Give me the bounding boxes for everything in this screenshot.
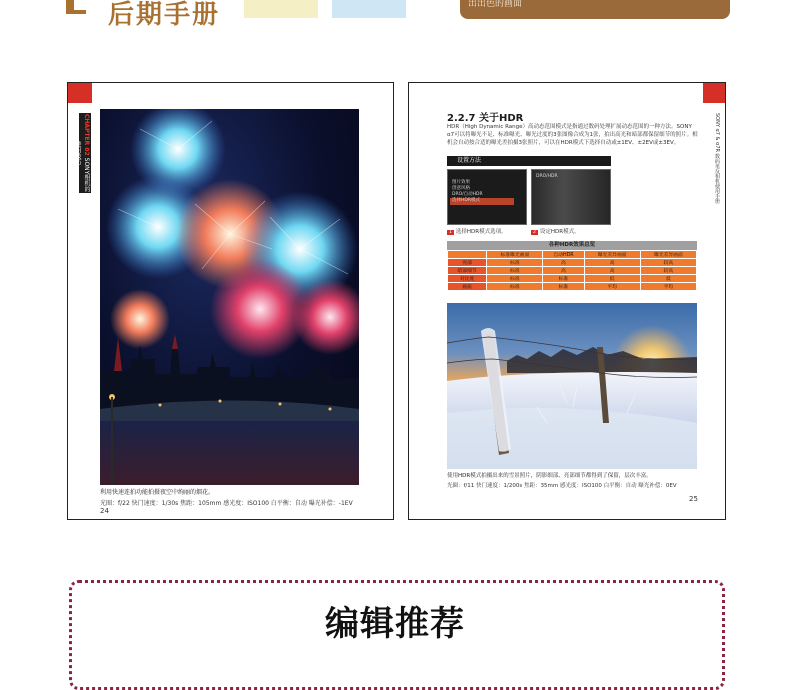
right-caption-text: 使用HDR模式拍摄出来的雪景照片，阴影细部、亮部细节都得到了保留，层次丰富。 [447,473,652,479]
fireworks-photo [100,109,359,485]
table-cell: 暗部细节 [448,267,487,275]
menu-text [452,180,483,204]
table-cell: 低 [640,275,696,283]
left-page [67,82,394,520]
page-corner-tab [703,83,725,103]
table-cell: 标准 [543,275,584,283]
right-shooting-params: 光圈：f/11 快门速度：1/200s 焦距：35mm 感光度：ISO100 白平衡：自动 曝光补偿：0EV [447,483,677,489]
step-note-2-text: 设定HDR模式。 [539,229,580,235]
table-cell: 标准 [543,283,584,291]
table-row [448,275,697,283]
banner-swatch-blue [332,0,406,18]
hdr-table [447,241,697,291]
table-cell: 亮部 [448,259,487,267]
menu-screen-1 [447,169,527,225]
page-corner-tab [68,83,92,103]
banner-badge: 出出色的画面 [460,0,730,19]
table-cell: 标准 [487,267,543,275]
menu-screen-2 [531,169,611,225]
left-shooting-params: 光圈：f/22 快门速度：1/30s 焦距：105mm 感光度：ISO100 白平衡：自动 曝光补偿：-1EV [100,500,353,507]
title-marker-bar [66,10,86,14]
chapter-side-label [74,113,91,193]
banner-swatch-yellow [244,0,318,18]
right-side-label: SONY α7 & α7R 数码单反相机使用手册 [714,113,720,204]
table-row [448,283,697,291]
snow-illustration [447,303,697,469]
snow-landscape-photo [447,303,697,469]
menu-line: 选择HDR模式 [452,198,480,203]
table-cell: 平均 [640,283,696,291]
table-row [448,259,697,267]
table-header-cell: 标准曝光画面 [487,251,543,259]
table-cell: 高 [543,259,584,267]
step-note-2 [531,227,580,235]
table-cell: 标准 [487,259,543,267]
table-cell: 低 [584,275,640,283]
steps-label: 设置方法 [457,157,482,164]
hdr-table-title: 各种HDR效果总览 [447,241,697,250]
table-cell: 较高 [640,267,696,275]
fireworks-illustration [100,109,359,485]
table-header-cell: 曝光差异画面 [640,251,696,259]
chapter-number: CHAPTER 02 [83,113,90,156]
menu-line: DRO/自动HDR [452,192,483,197]
page-number-left: 24 [100,507,109,515]
menu-line: 创意风格 [452,186,470,191]
table-header-cell: 自动HDR [543,251,584,259]
step-tag-icon: 2 [533,230,536,235]
right-page [408,82,726,520]
table-header-cell: 曝光差异画面 [584,251,640,259]
screen2-label: DRO/HDR [536,174,558,179]
table-cell: 高 [584,267,640,275]
steps-header [447,156,611,166]
table-cell: 标准 [487,275,543,283]
left-caption-text: 利用快速连拍功能拍摄夜空中绚丽的烟花。 [100,489,215,496]
recommend-title: 编辑推荐 [325,604,465,644]
table-cell: 高 [543,267,584,275]
table-cell: 对比度 [448,275,487,283]
right-caption [447,471,707,489]
chapter-title: SONY相机的使用技巧 [74,141,90,193]
banner-title: 后期手册 [108,0,221,30]
table-cell: 平均 [584,283,640,291]
table-row [448,267,697,275]
table-cell: 高 [584,259,640,267]
page-number-right: 25 [689,495,698,503]
table-cell: 较高 [640,259,696,267]
step-note-1-text: 选择HDR模式选项。 [455,229,507,235]
table-header-cell [448,251,487,259]
table-cell: 画质 [448,283,487,291]
top-banner [0,0,790,30]
step-note-1 [447,227,507,235]
menu-line: 图片效果 [452,180,470,185]
table-header-row [448,251,697,259]
left-caption [100,487,360,507]
step-tag-icon: 1 [449,230,452,235]
section-body: HDR（High Dynamic Range）高动态范围模式是指通过数码处理扩展动态范围的一种方法。SONY α7可以将曝光不足、标准曝光、曝光过度的3张图像合成为1张，拍出高光和暗部都保留细节的照片。相机会自动按合适的曝光差拍摄3张照片，可以在HDR模式下选择自动或±1EV、±2EV或±3EV。 [447,124,698,146]
table-cell: 标准 [487,283,543,291]
section-title: 2.2.7 关于HDR [447,113,524,124]
